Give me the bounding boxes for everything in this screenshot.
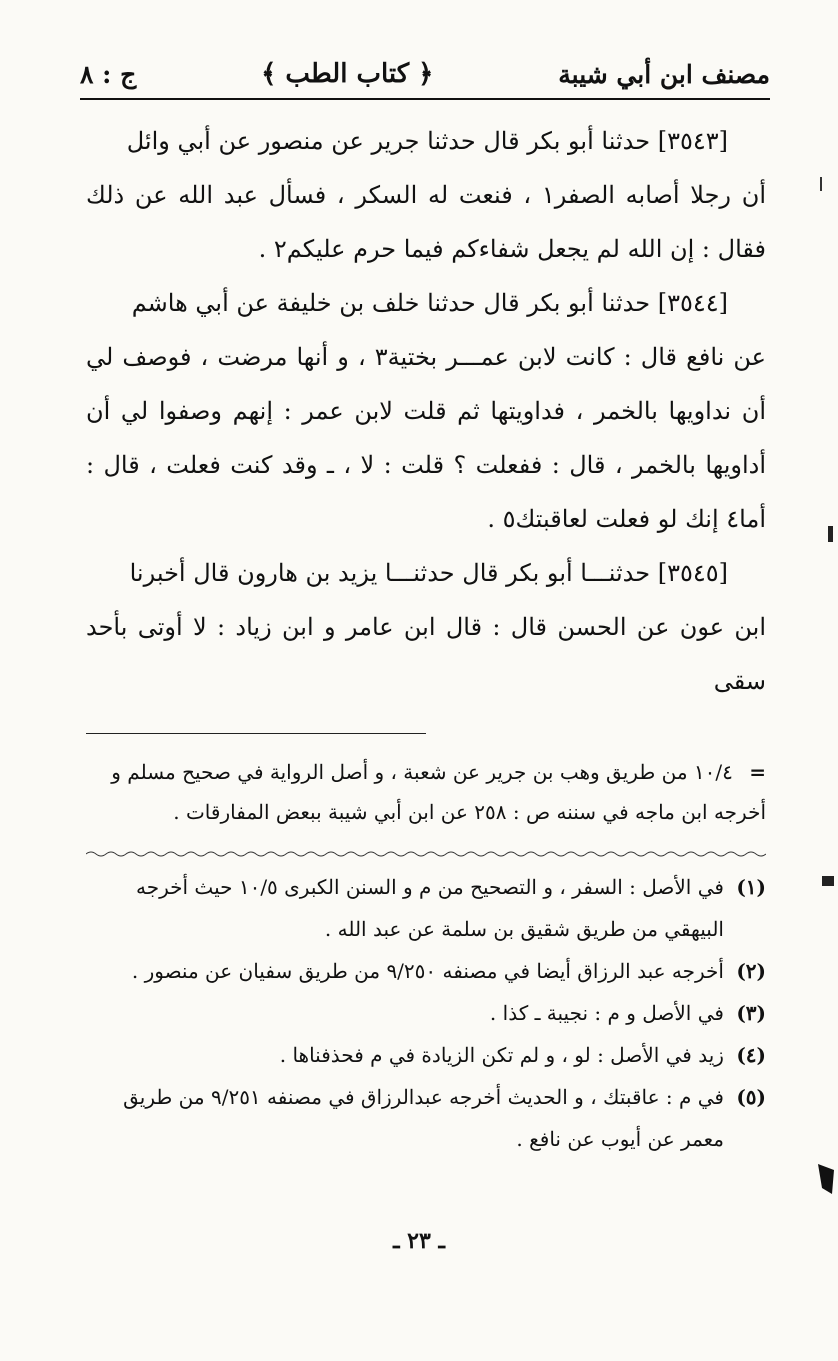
header-book-title: مصنف ابن أبي شيبة bbox=[558, 59, 770, 89]
scan-speck bbox=[818, 872, 838, 892]
footnote bbox=[86, 1076, 766, 1160]
paragraph-first-line: [٣٥٤٤] حدثنا أبو بكر قال حدثنا خلف بن خليفة عن أبي هاشم bbox=[131, 289, 728, 317]
paragraph-body: أن رجلا أصابه الصفر١ ، فنعت له السكر ، فسأل عبد الله عن ذلك فقال : إن الله لم يجعل شفاءكم فيما حرم عليكم٢ . bbox=[86, 181, 767, 263]
footnote-number: (٢) bbox=[736, 959, 766, 983]
paragraph-first-line: [٣٥٤٥] حدثنـــا أبو بكر قال حدثنـــا يزيد بن هارون قال أخبرنا bbox=[129, 559, 728, 587]
footnote bbox=[86, 866, 766, 950]
footnote bbox=[86, 1034, 766, 1076]
paragraph-body: ابن عون عن الحسن قال : قال ابن عامر و ابن زياد : لا أوتى بأحد سقى bbox=[86, 613, 766, 695]
running-header bbox=[80, 52, 770, 96]
header-volume: ج : ٨ bbox=[80, 59, 137, 89]
main-text bbox=[86, 114, 766, 708]
scan-speck bbox=[818, 175, 826, 195]
continuation-marker: = bbox=[749, 760, 766, 784]
hadith-paragraph bbox=[86, 276, 766, 546]
footnote-number: (٥) bbox=[736, 1085, 766, 1109]
continued-footnote-text: ١٠/٤ من طريق وهب بن جرير عن شعبة ، و أصل الرواية في صحيح مسلم و أخرجه ابن ماجه في سننه ص : ٢٥٨ عن ابن أبي شيبة ببعض المفارقات . bbox=[111, 760, 766, 824]
paragraph-body: عن نافع قال : كانت لابن عمـــر بختية٣ ، و أنها مرضت ، فوصف لي أن نداويها بالخمر ، فداويتها ثم قلت لابن عمر : إنهم وصفوا لي أن أداويها بالخمر ، قال : ففعلت ؟ قلت : لا ، ـ وقد كنت فعلت ، قال : أما٤ إنك لو فعلت لعاقبتك٥ . bbox=[86, 343, 766, 533]
footnote-number: (١) bbox=[736, 875, 766, 899]
scan-speck bbox=[824, 520, 836, 550]
footnote bbox=[86, 992, 766, 1034]
footnote-text: في م : عاقبتك ، و الحديث أخرجه عبدالرزاق في مصنفه ٩/٢٥١ من طريق bbox=[123, 1085, 724, 1109]
footnote-continuation: البيهقي من طريق شقيق بن سلمة عن عبد الله . bbox=[324, 917, 724, 941]
continued-footnote bbox=[86, 752, 766, 832]
footnote-continuation: معمر عن أيوب عن نافع . bbox=[516, 1127, 724, 1151]
hadith-paragraph bbox=[86, 114, 766, 276]
hadith-paragraph bbox=[86, 546, 766, 708]
page-number: ـ ٢٣ ـ bbox=[393, 1228, 445, 1254]
footnote-text: في الأصل : السفر ، و التصحيح من م و السنن الكبرى ١٠/٥ حيث أخرجه bbox=[136, 875, 724, 899]
paragraph-first-line: [٣٥٤٣] حدثنا أبو بكر قال حدثنا جرير عن منصور عن أبي وائل bbox=[126, 127, 728, 155]
header-rule bbox=[80, 98, 770, 100]
footnote-divider bbox=[86, 733, 426, 734]
footnote-number: (٤) bbox=[736, 1043, 766, 1067]
footnotes bbox=[86, 866, 766, 1160]
scan-speck bbox=[812, 1160, 838, 1200]
footnote bbox=[86, 950, 766, 992]
wavy-divider bbox=[86, 850, 766, 858]
footnote-text: زيد في الأصل : لو ، و لم تكن الزيادة في م فحذفناها . bbox=[279, 1043, 724, 1067]
header-chapter-title: ﴿ كتاب الطب ﴾ bbox=[261, 59, 434, 89]
footnote-text: أخرجه عبد الرزاق أيضا في مصنفه ٩/٢٥٠ من طريق سفيان عن منصور . bbox=[131, 959, 724, 983]
footnote-number: (٣) bbox=[736, 1001, 766, 1025]
footnote-text: في الأصل و م : نجيبة ـ كذا . bbox=[489, 1001, 724, 1025]
